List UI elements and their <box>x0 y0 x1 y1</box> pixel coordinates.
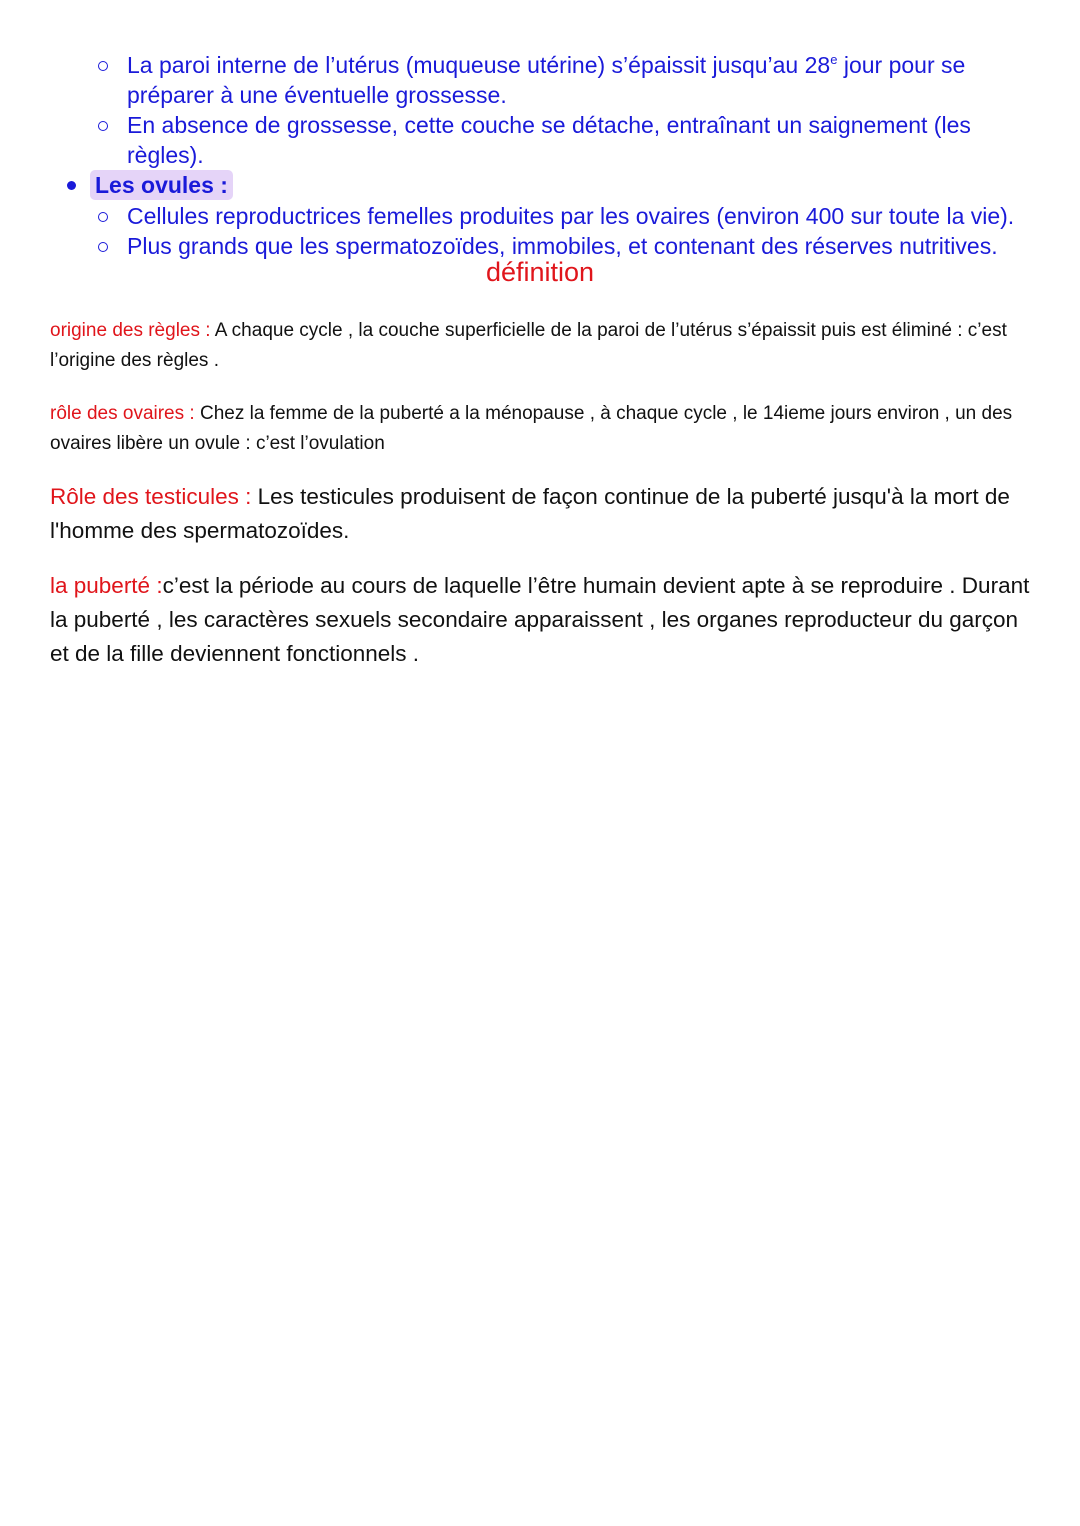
definition-regles <box>50 316 1035 376</box>
definition-puberte <box>50 569 1035 671</box>
list-item-uterus-wall <box>0 50 1080 110</box>
list-item-ovules-cells <box>0 201 1080 231</box>
list-item-text: jour pour se <box>837 52 966 78</box>
list-item-text: Plus grands que les spermatozoïdes, immobiles, et contenant des réserves nutritives. <box>127 233 998 259</box>
definition-text: A chaque cycle , la couche superficielle de la paroi de l’utérus s’épaissit puis est éliminé : c’est l’origine des règles . <box>50 320 1007 371</box>
hollow-bullet-icon <box>98 61 108 71</box>
hollow-bullet-icon <box>98 242 108 252</box>
definition-text: c’est la période au cours de laquelle l’être humain devient apte à se reproduire . Durant la puberté , les caractères sexuels secondaire apparaissent , les organes reproducteur du garçon et de la fille deviennent fonctionnels . <box>50 573 1030 666</box>
list-heading-ovules <box>0 170 1080 201</box>
bullet-list <box>0 50 1080 261</box>
definition-label: origine des règles : <box>50 320 211 341</box>
list-item-text: Cellules reproductrices femelles produites par les ovaires (environ 400 sur toute la vie). <box>127 203 1015 229</box>
list-item-menstruation <box>0 110 1080 170</box>
definition-label: rôle des ovaires : <box>50 403 195 424</box>
definition-ovaires <box>50 399 1035 459</box>
definition-label: Rôle des testicules : <box>50 484 252 509</box>
list-item-text: La paroi interne de l’utérus (muqueuse utérine) s’épaissit jusqu’au 28 <box>127 52 831 78</box>
definition-testicules <box>50 480 1035 548</box>
list-item-text: préparer à une éventuelle grossesse. <box>127 82 507 108</box>
superscript: e <box>830 52 838 67</box>
definition-label: la puberté : <box>50 573 163 598</box>
section-title: définition <box>485 257 595 287</box>
list-item-text: En absence de grossesse, cette couche se détache, entraînant un saignement (les règles). <box>127 112 971 168</box>
highlighted-heading: Les ovules : <box>90 170 233 200</box>
hollow-bullet-icon <box>98 212 108 222</box>
definition-text: Chez la femme de la puberté a la ménopause , à chaque cycle , le 14ieme jours environ , un des ovaires libère un ovule : c’est l’ovulation <box>50 403 1013 454</box>
filled-bullet-icon <box>67 181 76 190</box>
hollow-bullet-icon <box>98 121 108 131</box>
definition-text: Les testicules produisent de façon continue de la puberté jusqu'à la mort de l'homme des spermatozoïdes. <box>50 484 1010 543</box>
